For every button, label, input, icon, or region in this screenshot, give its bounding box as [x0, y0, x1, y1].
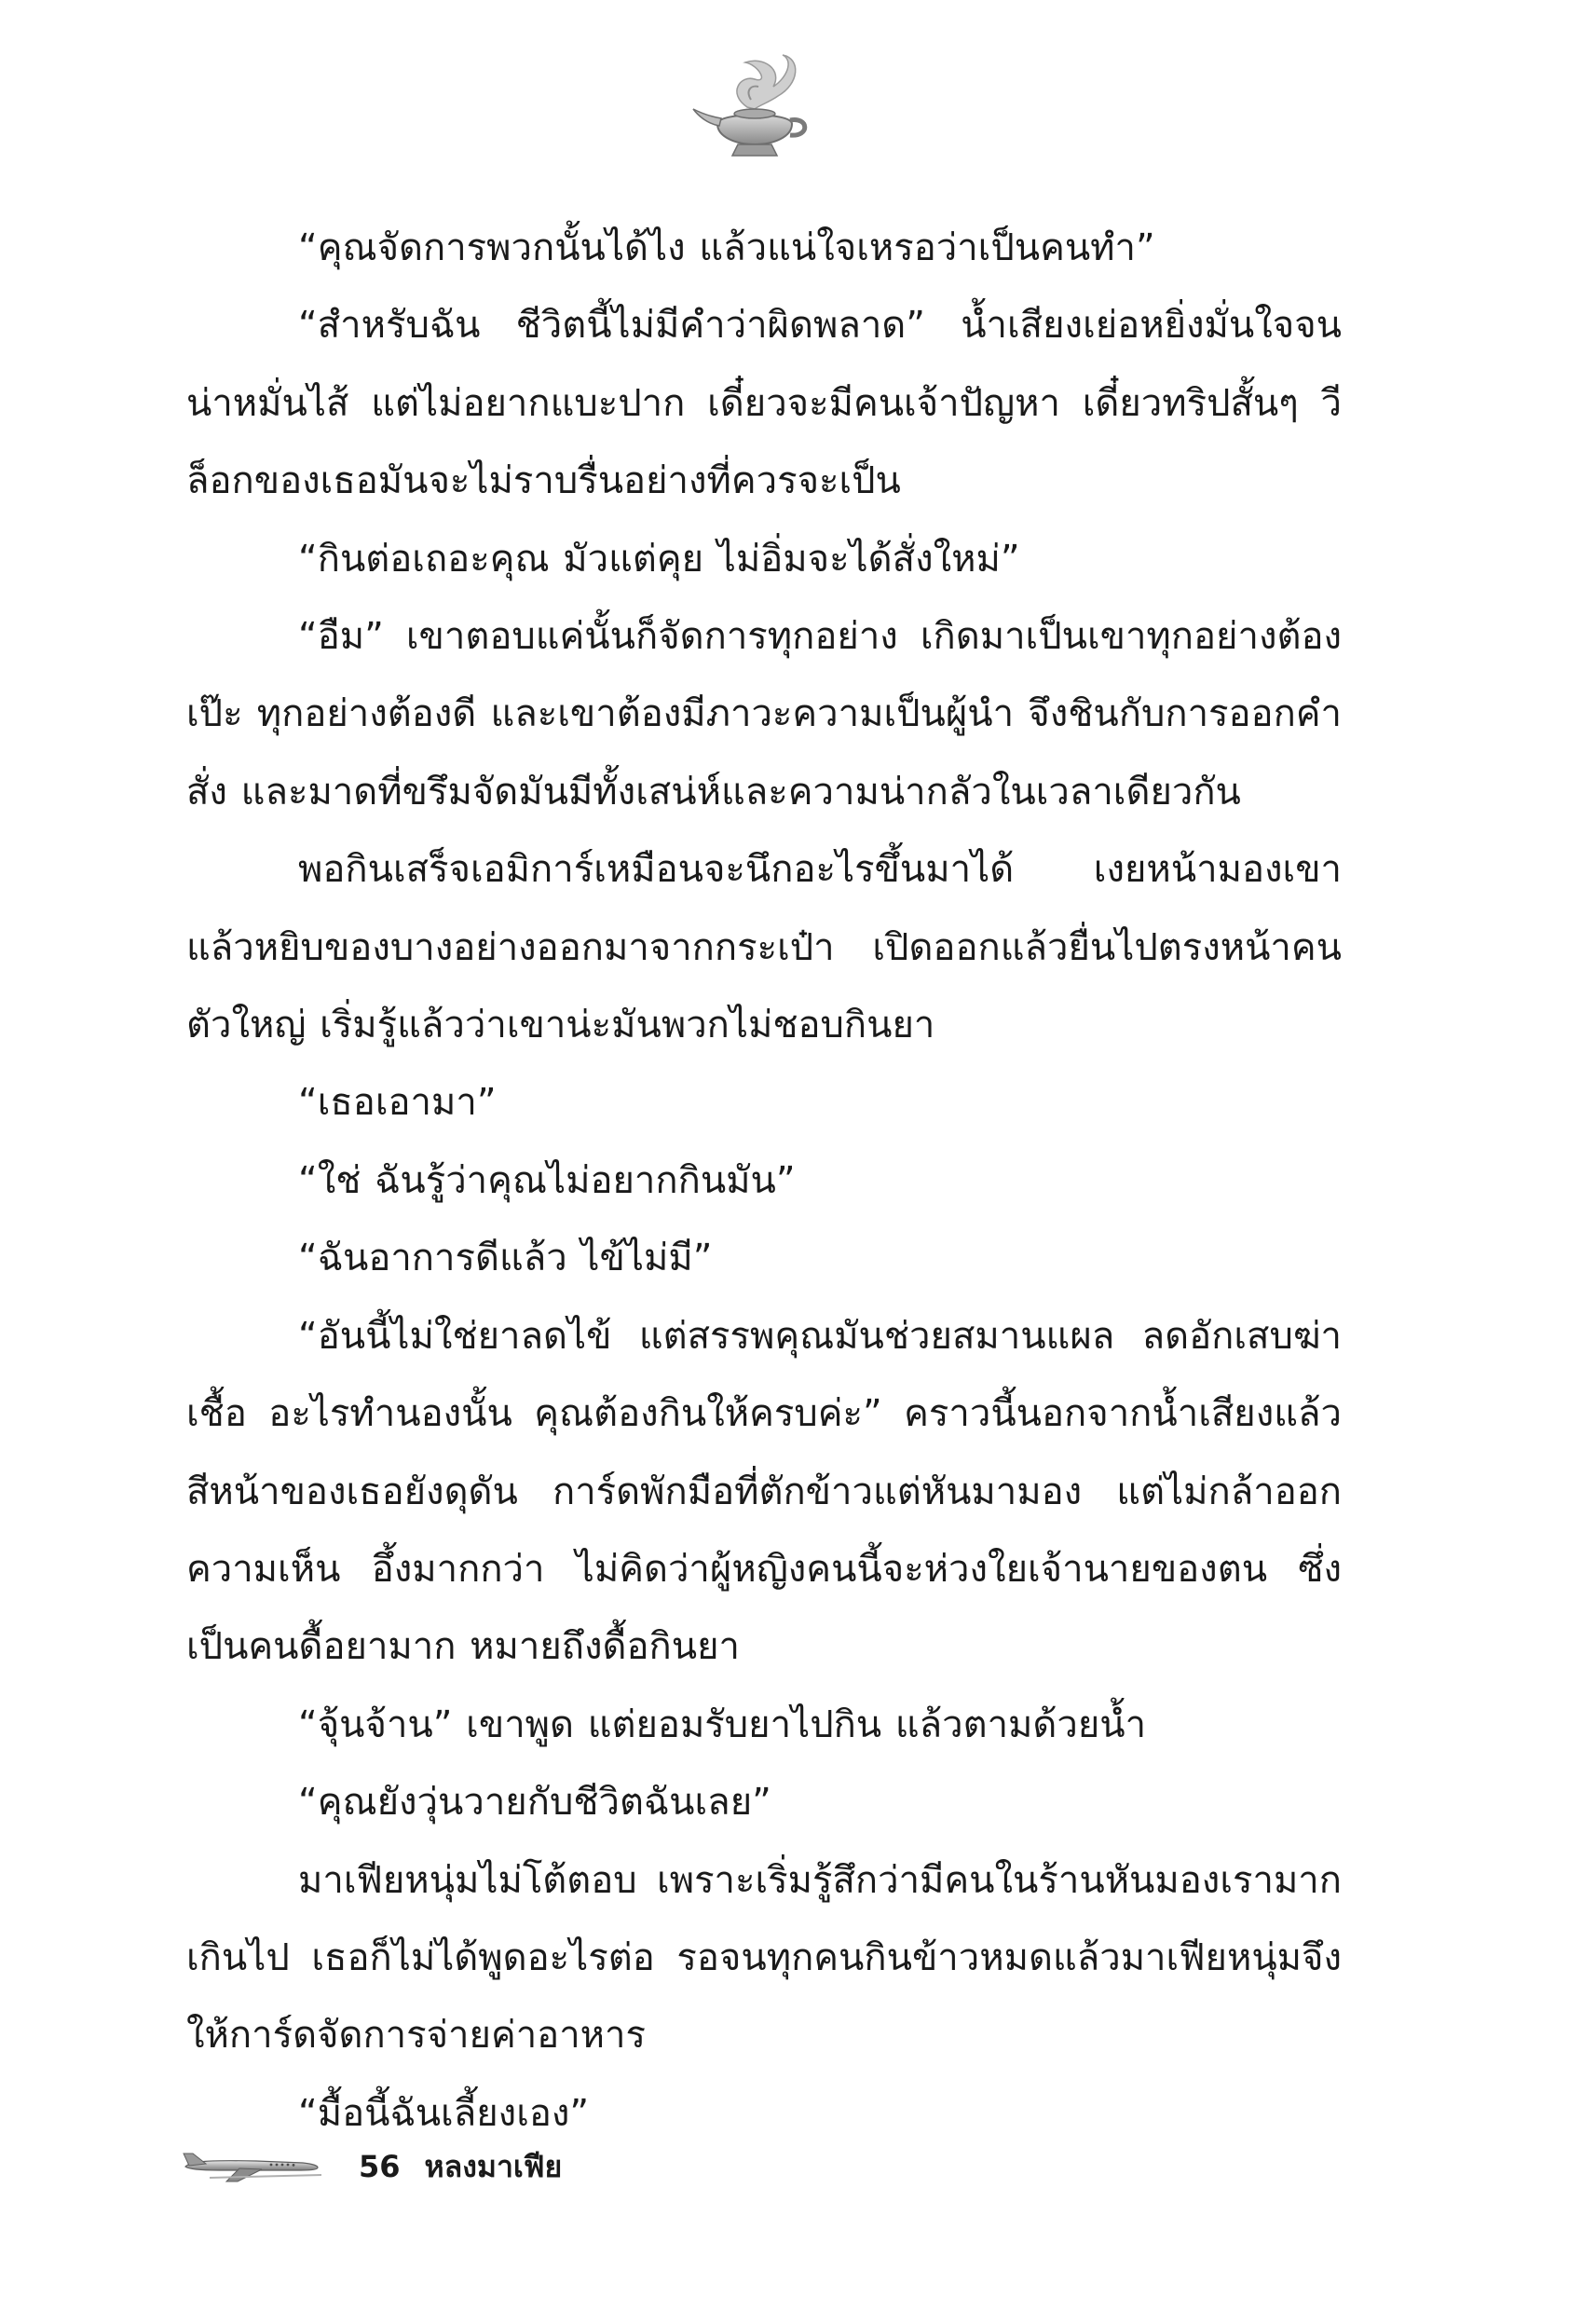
- paragraph: มาเฟียหนุ่มไม่โต้ตอบ เพราะเริ่มรู้สึกว่ามีคนในร้านหันมองเรามากเกินไป เธอก็ไม่ได้พูดอะไรต่อ รอจนทุกคนกินข้าวหมดแล้วมาเฟียหนุ่มจึงให้การ์ดจัดการจ่ายค่าอาหาร: [186, 1858, 1342, 2058]
- paragraph: “คุณจัดการพวกนั้นได้ไง แล้วแน่ใจเหรอว่าเป็นคนทำ”: [298, 226, 1155, 269]
- story-text: [186, 210, 1342, 2153]
- paragraph: “กินต่อเถอะคุณ มัวแต่คุย ไม่อิ่มจะได้สั่งใหม่”: [298, 537, 1020, 581]
- genie-lamp-icon: [689, 51, 820, 163]
- airplane-icon: [182, 2150, 321, 2183]
- page-footer: [182, 2143, 562, 2190]
- paragraph: “สำหรับฉัน ชีวิตนี้ไม่มีคำว่าผิดพลาด” น้ำเสียงเย่อหยิ่งมั่นใจจนน่าหมั่นไส้ แต่ไม่อยากแบะปาก เดี๋ยวจะมีคนเจ้าปัญหา เดี๋ยวทริปสั้นๆ วีล็อกของเธอมันจะไม่ราบรื่นอย่างที่ควรจะเป็น: [186, 304, 1342, 503]
- paragraph: “ใช่ ฉันรู้ว่าคุณไม่อยากกินมัน”: [298, 1158, 796, 1202]
- paragraph: “จุ้นจ้าน” เขาพูด แต่ยอมรับยาไปกิน แล้วตามด้วยน้ำ: [298, 1702, 1147, 1746]
- paragraph: “เธอเอามา”: [298, 1081, 497, 1125]
- book-title: หลงมาเฟีย: [424, 2148, 563, 2184]
- page-number: 56: [359, 2149, 401, 2184]
- paragraph: “อันนี้ไม่ใช่ยาลดไข้ แต่สรรพคุณมันช่วยสมานแผล ลดอักเสบฆ่าเชื้อ อะไรทำนองนั้น คุณต้องกินให้ครบค่ะ” คราวนี้นอกจากน้ำเสียงแล้ว สีหน้าของเธอยังดุดัน การ์ดพักมือที่ตักข้าวแต่หันมามอง แต่ไม่กล้าออกความเห็น อึ้งมากกว่า ไม่คิดว่าผู้หญิงคนนี้จะห่วงใยเจ้านายของตน ซึ่งเป็นคนดื้อยามาก หมายถึงดื้อกินยา: [186, 1314, 1342, 1669]
- paragraph: “คุณยังวุ่นวายกับชีวิตฉันเลย”: [298, 1781, 771, 1825]
- paragraph: “มื้อนี้ฉันเลี้ยงเอง”: [298, 2091, 590, 2135]
- paragraph: พอกินเสร็จเอมิการ์เหมือนจะนึกอะไรขึ้นมาได้ เงยหน้ามองเขาแล้วหยิบของบางอย่างออกมาจากกระเป๋า เปิดออกแล้วยื่นไปตรงหน้าคนตัวใหญ่ เริ่มรู้แล้วว่าเขาน่ะมันพวกไม่ชอบกินยา: [186, 848, 1342, 1047]
- paragraph: “อืม” เขาตอบแค่นั้นก็จัดการทุกอย่าง เกิดมาเป็นเขาทุกอย่างต้องเป๊ะ ทุกอย่างต้องดี และเขาต้องมีภาวะความเป็นผู้นำ จึงชินกับการออกคำสั่ง และมาดที่ขรึมจัดมันมีทั้งเสน่ห์และความน่ากลัวในเวลาเดียวกัน: [186, 615, 1342, 814]
- paragraph: “ฉันอาการดีแล้ว ไข้ไม่มี”: [298, 1237, 713, 1280]
